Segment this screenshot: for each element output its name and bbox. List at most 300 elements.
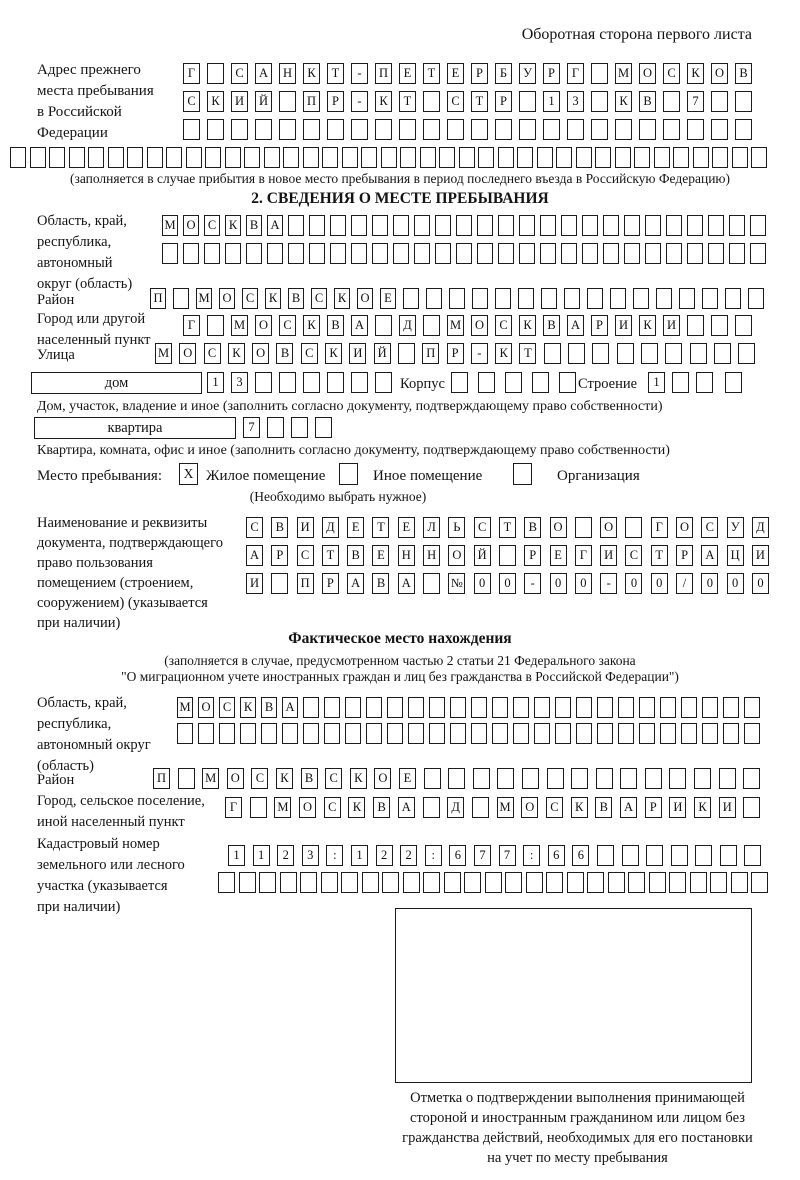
char-cell[interactable] xyxy=(696,372,713,393)
char-cell[interactable]: О xyxy=(448,545,465,566)
char-cell[interactable] xyxy=(246,243,262,264)
char-cell[interactable]: Е xyxy=(550,545,567,566)
char-cell[interactable] xyxy=(618,697,634,718)
char-cell[interactable]: Е xyxy=(399,63,416,84)
char-cell[interactable]: Т xyxy=(423,63,440,84)
char-cell[interactable] xyxy=(261,723,277,744)
char-cell[interactable] xyxy=(177,723,193,744)
char-cell[interactable]: И xyxy=(600,545,617,566)
char-cell[interactable] xyxy=(303,697,319,718)
char-cell[interactable] xyxy=(398,343,415,364)
char-cell[interactable]: Г xyxy=(575,545,592,566)
char-cell[interactable]: О xyxy=(252,343,269,364)
char-cell[interactable]: Е xyxy=(398,517,415,538)
char-cell[interactable] xyxy=(205,147,221,168)
char-cell[interactable]: Д xyxy=(322,517,339,538)
char-cell[interactable]: Р xyxy=(322,573,339,594)
char-cell[interactable]: И xyxy=(246,573,263,594)
char-cell[interactable]: 0 xyxy=(727,573,744,594)
char-cell[interactable]: К xyxy=(495,343,512,364)
char-cell[interactable]: 7 xyxy=(474,845,491,866)
char-cell[interactable]: М xyxy=(155,343,172,364)
char-cell[interactable]: Т xyxy=(327,63,344,84)
char-cell[interactable] xyxy=(666,215,682,236)
char-cell[interactable]: М xyxy=(447,315,464,336)
char-cell[interactable]: А xyxy=(620,797,637,818)
char-cell[interactable] xyxy=(534,723,550,744)
char-cell[interactable] xyxy=(603,243,619,264)
char-cell[interactable] xyxy=(725,288,741,309)
char-cell[interactable] xyxy=(477,215,493,236)
char-cell[interactable] xyxy=(372,215,388,236)
doc-row-2[interactable] xyxy=(246,545,769,566)
char-cell[interactable] xyxy=(567,872,584,893)
char-cell[interactable]: О xyxy=(550,517,567,538)
char-cell[interactable] xyxy=(403,288,419,309)
char-cell[interactable]: 6 xyxy=(548,845,565,866)
char-cell[interactable]: С xyxy=(219,697,235,718)
char-cell[interactable]: 3 xyxy=(567,91,584,112)
char-cell[interactable]: В xyxy=(246,215,262,236)
char-cell[interactable] xyxy=(555,723,571,744)
char-cell[interactable]: Е xyxy=(447,63,464,84)
apartment-cells[interactable] xyxy=(243,417,332,438)
char-cell[interactable]: Д xyxy=(752,517,769,538)
char-cell[interactable] xyxy=(10,147,26,168)
char-cell[interactable] xyxy=(166,147,182,168)
char-cell[interactable]: Р xyxy=(495,91,512,112)
char-cell[interactable]: Т xyxy=(372,517,389,538)
char-cell[interactable]: 0 xyxy=(499,573,516,594)
char-cell[interactable] xyxy=(750,243,766,264)
char-cell[interactable] xyxy=(309,215,325,236)
char-cell[interactable] xyxy=(596,768,613,789)
char-cell[interactable]: С xyxy=(246,517,263,538)
char-cell[interactable] xyxy=(456,243,472,264)
char-cell[interactable] xyxy=(478,147,494,168)
actual-region-row-2[interactable] xyxy=(177,723,760,744)
char-cell[interactable] xyxy=(240,723,256,744)
apartment-box[interactable] xyxy=(34,417,236,439)
char-cell[interactable]: О xyxy=(521,797,538,818)
char-cell[interactable]: - xyxy=(351,63,368,84)
char-cell[interactable] xyxy=(743,797,760,818)
stay-checkbox-organization[interactable] xyxy=(513,463,532,485)
cadastre-row-1[interactable] xyxy=(228,845,761,866)
char-cell[interactable] xyxy=(645,243,661,264)
char-cell[interactable]: 7 xyxy=(687,91,704,112)
char-cell[interactable]: О xyxy=(198,697,214,718)
char-cell[interactable] xyxy=(280,872,297,893)
char-cell[interactable]: К xyxy=(687,63,704,84)
char-cell[interactable]: К xyxy=(348,797,365,818)
char-cell[interactable] xyxy=(244,147,260,168)
char-cell[interactable] xyxy=(541,288,557,309)
char-cell[interactable] xyxy=(393,243,409,264)
char-cell[interactable] xyxy=(587,288,603,309)
char-cell[interactable] xyxy=(505,872,522,893)
prev-address-row-4[interactable] xyxy=(10,147,767,168)
char-cell[interactable]: Н xyxy=(279,63,296,84)
char-cell[interactable] xyxy=(729,243,745,264)
char-cell[interactable] xyxy=(714,343,731,364)
char-cell[interactable]: В xyxy=(271,517,288,538)
char-cell[interactable] xyxy=(439,147,455,168)
prev-address-row-3[interactable] xyxy=(183,119,752,140)
char-cell[interactable]: Г xyxy=(225,797,242,818)
char-cell[interactable]: Р xyxy=(676,545,693,566)
char-cell[interactable] xyxy=(576,697,592,718)
actual-district-row[interactable] xyxy=(153,768,760,789)
char-cell[interactable]: С xyxy=(625,545,642,566)
char-cell[interactable] xyxy=(444,872,461,893)
char-cell[interactable] xyxy=(624,215,640,236)
char-cell[interactable] xyxy=(748,288,764,309)
char-cell[interactable] xyxy=(597,697,613,718)
char-cell[interactable]: / xyxy=(676,573,693,594)
char-cell[interactable]: К xyxy=(639,315,656,336)
char-cell[interactable]: В xyxy=(524,517,541,538)
char-cell[interactable] xyxy=(532,372,549,393)
char-cell[interactable]: Р xyxy=(327,91,344,112)
char-cell[interactable] xyxy=(207,63,224,84)
char-cell[interactable]: Д xyxy=(447,797,464,818)
char-cell[interactable] xyxy=(426,288,442,309)
char-cell[interactable] xyxy=(495,119,512,140)
char-cell[interactable] xyxy=(711,91,728,112)
char-cell[interactable]: В xyxy=(327,315,344,336)
char-cell[interactable]: Й xyxy=(255,91,272,112)
char-cell[interactable] xyxy=(403,872,420,893)
char-cell[interactable]: К xyxy=(325,343,342,364)
doc-row-3[interactable] xyxy=(246,573,769,594)
char-cell[interactable]: Г xyxy=(183,63,200,84)
char-cell[interactable] xyxy=(702,723,718,744)
char-cell[interactable] xyxy=(303,147,319,168)
char-cell[interactable] xyxy=(498,215,514,236)
char-cell[interactable] xyxy=(517,147,533,168)
char-cell[interactable] xyxy=(519,119,536,140)
char-cell[interactable]: В xyxy=(347,545,364,566)
char-cell[interactable] xyxy=(712,147,728,168)
char-cell[interactable]: С xyxy=(242,288,258,309)
char-cell[interactable]: 2 xyxy=(277,845,294,866)
char-cell[interactable]: Й xyxy=(374,343,391,364)
char-cell[interactable]: В xyxy=(543,315,560,336)
char-cell[interactable] xyxy=(587,872,604,893)
char-cell[interactable]: П xyxy=(303,91,320,112)
char-cell[interactable]: К xyxy=(571,797,588,818)
char-cell[interactable] xyxy=(471,119,488,140)
char-cell[interactable] xyxy=(218,872,235,893)
char-cell[interactable] xyxy=(303,372,320,393)
char-cell[interactable]: 2 xyxy=(400,845,417,866)
char-cell[interactable] xyxy=(725,372,742,393)
char-cell[interactable]: К xyxy=(225,215,241,236)
char-cell[interactable]: С xyxy=(251,768,268,789)
char-cell[interactable] xyxy=(624,243,640,264)
char-cell[interactable] xyxy=(108,147,124,168)
char-cell[interactable] xyxy=(324,697,340,718)
char-cell[interactable] xyxy=(702,697,718,718)
char-cell[interactable] xyxy=(592,343,609,364)
char-cell[interactable]: М xyxy=(177,697,193,718)
stay-checkbox-residential[interactable]: X xyxy=(179,463,198,485)
char-cell[interactable] xyxy=(708,243,724,264)
char-cell[interactable] xyxy=(654,147,670,168)
char-cell[interactable] xyxy=(183,243,199,264)
char-cell[interactable]: А xyxy=(246,545,263,566)
char-cell[interactable]: О xyxy=(255,315,272,336)
char-cell[interactable] xyxy=(660,697,676,718)
char-cell[interactable] xyxy=(625,517,642,538)
char-cell[interactable] xyxy=(582,215,598,236)
char-cell[interactable] xyxy=(341,872,358,893)
char-cell[interactable] xyxy=(127,147,143,168)
char-cell[interactable] xyxy=(231,119,248,140)
char-cell[interactable] xyxy=(571,768,588,789)
char-cell[interactable] xyxy=(673,147,689,168)
char-cell[interactable]: М xyxy=(497,797,514,818)
char-cell[interactable]: Р xyxy=(271,545,288,566)
char-cell[interactable] xyxy=(303,723,319,744)
char-cell[interactable]: С xyxy=(701,517,718,538)
char-cell[interactable]: 1 xyxy=(253,845,270,866)
house-box[interactable] xyxy=(31,372,202,394)
char-cell[interactable]: И xyxy=(663,315,680,336)
region-row-1[interactable] xyxy=(162,215,766,236)
char-cell[interactable] xyxy=(162,243,178,264)
char-cell[interactable] xyxy=(204,243,220,264)
char-cell[interactable]: Р xyxy=(543,63,560,84)
char-cell[interactable] xyxy=(429,723,445,744)
char-cell[interactable] xyxy=(497,768,514,789)
char-cell[interactable] xyxy=(264,147,280,168)
char-cell[interactable] xyxy=(628,872,645,893)
char-cell[interactable] xyxy=(720,845,737,866)
char-cell[interactable] xyxy=(288,243,304,264)
char-cell[interactable] xyxy=(259,872,276,893)
char-cell[interactable] xyxy=(387,697,403,718)
char-cell[interactable]: О xyxy=(639,63,656,84)
char-cell[interactable]: С xyxy=(204,215,220,236)
char-cell[interactable]: И xyxy=(297,517,314,538)
char-cell[interactable]: А xyxy=(255,63,272,84)
char-cell[interactable] xyxy=(567,119,584,140)
char-cell[interactable] xyxy=(300,872,317,893)
char-cell[interactable] xyxy=(694,768,711,789)
char-cell[interactable] xyxy=(225,147,241,168)
char-cell[interactable] xyxy=(239,872,256,893)
char-cell[interactable] xyxy=(540,243,556,264)
char-cell[interactable] xyxy=(485,872,502,893)
char-cell[interactable] xyxy=(687,119,704,140)
char-cell[interactable] xyxy=(666,243,682,264)
char-cell[interactable]: К xyxy=(303,63,320,84)
char-cell[interactable] xyxy=(634,147,650,168)
korpus-cells[interactable] xyxy=(451,372,576,393)
char-cell[interactable]: К xyxy=(694,797,711,818)
char-cell[interactable]: А xyxy=(567,315,584,336)
char-cell[interactable]: О xyxy=(179,343,196,364)
char-cell[interactable]: - xyxy=(351,91,368,112)
char-cell[interactable] xyxy=(608,872,625,893)
char-cell[interactable]: О xyxy=(357,288,373,309)
char-cell[interactable] xyxy=(178,768,195,789)
char-cell[interactable]: 0 xyxy=(575,573,592,594)
char-cell[interactable] xyxy=(660,723,676,744)
char-cell[interactable]: Ь xyxy=(448,517,465,538)
char-cell[interactable] xyxy=(665,343,682,364)
char-cell[interactable]: Г xyxy=(567,63,584,84)
char-cell[interactable]: Г xyxy=(183,315,200,336)
char-cell[interactable] xyxy=(681,723,697,744)
char-cell[interactable] xyxy=(225,243,241,264)
char-cell[interactable]: : xyxy=(523,845,540,866)
char-cell[interactable]: Й xyxy=(474,545,491,566)
char-cell[interactable] xyxy=(615,119,632,140)
char-cell[interactable] xyxy=(408,723,424,744)
char-cell[interactable] xyxy=(282,723,298,744)
char-cell[interactable]: Е xyxy=(372,545,389,566)
char-cell[interactable]: С xyxy=(663,63,680,84)
char-cell[interactable] xyxy=(351,243,367,264)
char-cell[interactable] xyxy=(702,288,718,309)
char-cell[interactable]: И xyxy=(615,315,632,336)
char-cell[interactable] xyxy=(522,768,539,789)
char-cell[interactable]: Г xyxy=(651,517,668,538)
char-cell[interactable] xyxy=(663,91,680,112)
char-cell[interactable]: С xyxy=(204,343,221,364)
char-cell[interactable]: А xyxy=(267,215,283,236)
char-cell[interactable] xyxy=(472,288,488,309)
char-cell[interactable]: О xyxy=(374,768,391,789)
char-cell[interactable]: Т xyxy=(471,91,488,112)
char-cell[interactable]: 6 xyxy=(572,845,589,866)
char-cell[interactable] xyxy=(498,147,514,168)
char-cell[interactable] xyxy=(451,372,468,393)
char-cell[interactable]: В xyxy=(595,797,612,818)
char-cell[interactable] xyxy=(546,872,563,893)
char-cell[interactable]: 6 xyxy=(449,845,466,866)
char-cell[interactable] xyxy=(687,315,704,336)
char-cell[interactable] xyxy=(597,845,614,866)
char-cell[interactable]: 2 xyxy=(376,845,393,866)
char-cell[interactable]: У xyxy=(519,63,536,84)
char-cell[interactable] xyxy=(423,573,440,594)
char-cell[interactable] xyxy=(556,147,572,168)
char-cell[interactable]: С xyxy=(324,797,341,818)
char-cell[interactable] xyxy=(639,119,656,140)
char-cell[interactable] xyxy=(49,147,65,168)
char-cell[interactable]: М xyxy=(196,288,212,309)
char-cell[interactable]: Д xyxy=(399,315,416,336)
char-cell[interactable]: С xyxy=(231,63,248,84)
char-cell[interactable] xyxy=(345,723,361,744)
char-cell[interactable] xyxy=(603,215,619,236)
char-cell[interactable] xyxy=(671,845,688,866)
char-cell[interactable] xyxy=(690,343,707,364)
char-cell[interactable] xyxy=(219,723,235,744)
cadastre-row-2[interactable] xyxy=(218,872,768,893)
char-cell[interactable] xyxy=(595,147,611,168)
char-cell[interactable] xyxy=(400,147,416,168)
actual-region-row-1[interactable] xyxy=(177,697,760,718)
char-cell[interactable]: С xyxy=(311,288,327,309)
char-cell[interactable]: С xyxy=(279,315,296,336)
street-row[interactable] xyxy=(155,343,755,364)
char-cell[interactable]: А xyxy=(398,797,415,818)
char-cell[interactable] xyxy=(663,119,680,140)
region-row-2[interactable] xyxy=(162,243,766,264)
char-cell[interactable] xyxy=(423,91,440,112)
char-cell[interactable] xyxy=(639,697,655,718)
char-cell[interactable]: М xyxy=(615,63,632,84)
char-cell[interactable] xyxy=(288,215,304,236)
char-cell[interactable] xyxy=(303,119,320,140)
stroenie-cells[interactable] xyxy=(648,372,713,393)
char-cell[interactable] xyxy=(186,147,202,168)
char-cell[interactable] xyxy=(375,119,392,140)
char-cell[interactable] xyxy=(327,372,344,393)
char-cell[interactable] xyxy=(375,372,392,393)
char-cell[interactable] xyxy=(610,288,626,309)
char-cell[interactable]: 0 xyxy=(651,573,668,594)
char-cell[interactable] xyxy=(472,797,489,818)
char-cell[interactable] xyxy=(324,723,340,744)
char-cell[interactable] xyxy=(459,147,475,168)
char-cell[interactable]: 7 xyxy=(499,845,516,866)
char-cell[interactable]: М xyxy=(202,768,219,789)
char-cell[interactable] xyxy=(315,417,332,438)
char-cell[interactable] xyxy=(255,372,272,393)
char-cell[interactable]: С xyxy=(301,343,318,364)
char-cell[interactable] xyxy=(322,147,338,168)
char-cell[interactable] xyxy=(582,243,598,264)
char-cell[interactable] xyxy=(424,768,441,789)
char-cell[interactable] xyxy=(499,545,516,566)
char-cell[interactable]: С xyxy=(183,91,200,112)
char-cell[interactable] xyxy=(423,119,440,140)
prev-address-row-2[interactable] xyxy=(183,91,752,112)
char-cell[interactable] xyxy=(327,119,344,140)
char-cell[interactable]: К xyxy=(207,91,224,112)
char-cell[interactable]: И xyxy=(669,797,686,818)
char-cell[interactable] xyxy=(681,697,697,718)
char-cell[interactable] xyxy=(738,343,755,364)
char-cell[interactable] xyxy=(744,845,761,866)
char-cell[interactable]: О xyxy=(711,63,728,84)
char-cell[interactable]: В xyxy=(639,91,656,112)
char-cell[interactable] xyxy=(620,768,637,789)
char-cell[interactable]: В xyxy=(373,797,390,818)
char-cell[interactable]: Н xyxy=(423,545,440,566)
char-cell[interactable] xyxy=(633,288,649,309)
char-cell[interactable]: 1 xyxy=(351,845,368,866)
char-cell[interactable] xyxy=(408,697,424,718)
char-cell[interactable] xyxy=(279,91,296,112)
char-cell[interactable] xyxy=(679,288,695,309)
char-cell[interactable]: О xyxy=(676,517,693,538)
char-cell[interactable] xyxy=(183,119,200,140)
char-cell[interactable] xyxy=(513,697,529,718)
char-cell[interactable]: А xyxy=(282,697,298,718)
char-cell[interactable] xyxy=(345,697,361,718)
char-cell[interactable] xyxy=(731,872,748,893)
char-cell[interactable] xyxy=(641,343,658,364)
char-cell[interactable]: С xyxy=(495,315,512,336)
char-cell[interactable] xyxy=(547,768,564,789)
